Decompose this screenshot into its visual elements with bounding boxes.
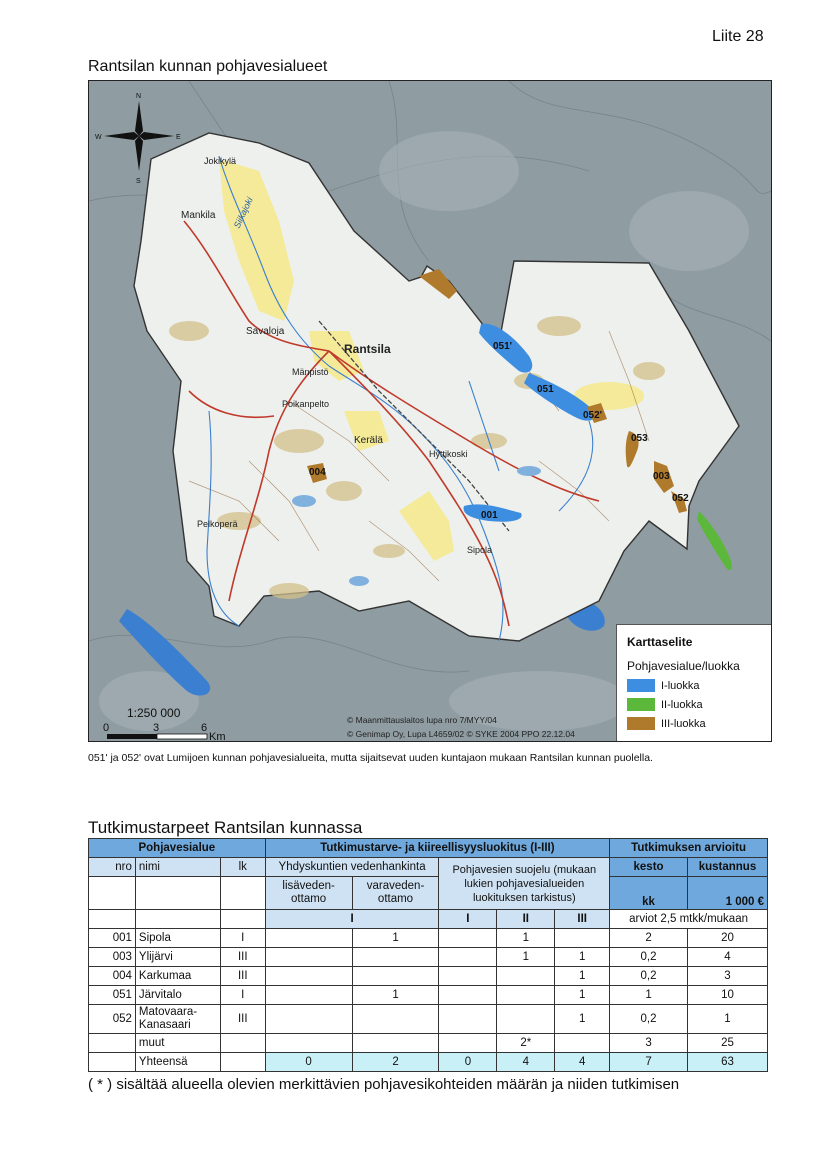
place-hyttikoski: Hyttikoski bbox=[429, 449, 468, 459]
cell-kust: 10 bbox=[687, 986, 767, 1005]
cell-vara bbox=[352, 948, 439, 967]
cell-lisa bbox=[265, 967, 352, 986]
scale-tick-3: 3 bbox=[153, 722, 160, 734]
table-row bbox=[89, 929, 768, 948]
cell-s3: 1 bbox=[555, 1005, 610, 1034]
map-title: Rantsilan kunnan pohjavesialueet bbox=[88, 58, 328, 75]
footnote: ( * ) sisältää alueella olevien merkittävien pohjavesikohteiden määrän ja niiden tutkimisen bbox=[88, 1076, 680, 1093]
header-lisavedenottamo: lisäveden-ottamo bbox=[265, 877, 352, 910]
header-nro: nro bbox=[89, 858, 136, 877]
cell-nro: 052 bbox=[89, 1005, 136, 1034]
cell-kust: 3 bbox=[687, 967, 767, 986]
header-suojelu-III: III bbox=[555, 910, 610, 929]
legend-label-class-2: II-luokka bbox=[661, 698, 703, 711]
cell-lk: I bbox=[220, 986, 265, 1005]
compass-e: E bbox=[176, 134, 181, 141]
cell-lk: III bbox=[220, 967, 265, 986]
place-savaloja: Savaloja bbox=[246, 326, 285, 337]
cell-lk bbox=[220, 1034, 265, 1053]
copyright-line-1: © Maanmittauslaitos lupa nro 7/MYY/04 bbox=[347, 715, 497, 725]
cell-vara bbox=[352, 1034, 439, 1053]
cell-s3: 1 bbox=[555, 948, 610, 967]
map-note: 051' ja 052' ovat Lumijoen kunnan pohjavesialueita, mutta sijaitsevat uuden kuntajaon mukaan Rantsilan kunnan puolella. bbox=[88, 752, 653, 764]
legend-label-class-1: I-luokka bbox=[661, 679, 700, 692]
cell-s2: 2* bbox=[497, 1034, 555, 1053]
total-lisa: 0 bbox=[265, 1053, 352, 1072]
place-jokikyla: Jokikylä bbox=[204, 156, 237, 166]
cell-nimi: Matovaara-Kanasaari bbox=[135, 1005, 220, 1034]
legend-title: Karttaselite bbox=[627, 635, 693, 649]
header-tutkimustarve: Tutkimustarve- ja kiireellisyysluokitus (I-III) bbox=[265, 839, 609, 858]
cell-nimi: Järvitalo bbox=[135, 986, 220, 1005]
area-label-004: 004 bbox=[309, 467, 326, 478]
legend-swatch-green bbox=[627, 698, 655, 711]
place-poikanpelto: Poikanpelto bbox=[282, 399, 330, 409]
cell-lk: III bbox=[220, 1005, 265, 1034]
table-row bbox=[89, 1034, 768, 1053]
copyright-line-2: © Genimap Oy, Lupa L4659/02 © SYKE 2004 PPO 22.12.04 bbox=[347, 729, 575, 739]
header-suojelu: Pohjavesien suojelu (mukaan lukien pohjavesialueiden luokituksen tarkistus) bbox=[439, 858, 610, 910]
cell-kesto: 2 bbox=[610, 929, 688, 948]
table-row bbox=[89, 1005, 768, 1034]
research-needs-table bbox=[88, 838, 768, 1072]
cell-s2 bbox=[497, 1005, 555, 1034]
cell-vara bbox=[352, 1005, 439, 1034]
cell-kesto: 3 bbox=[610, 1034, 688, 1053]
total-kesto: 7 bbox=[610, 1053, 688, 1072]
appendix-label: Liite 28 bbox=[712, 28, 764, 45]
cell-s1 bbox=[439, 986, 497, 1005]
cell-lisa bbox=[265, 1005, 352, 1034]
cell-s2: 1 bbox=[497, 929, 555, 948]
total-vara: 2 bbox=[352, 1053, 439, 1072]
header-kesto: kesto bbox=[610, 858, 688, 877]
area-label-051-prime: 051' bbox=[493, 341, 513, 352]
area-label-052-prime: 052' bbox=[583, 410, 603, 421]
scale-unit: Km bbox=[209, 731, 226, 741]
header-1000-eur: 1 000 € bbox=[687, 877, 767, 910]
cell-s1 bbox=[439, 948, 497, 967]
cell-nro: 003 bbox=[89, 948, 136, 967]
cell-nimi: Ylijärvi bbox=[135, 948, 220, 967]
header-kk: kk bbox=[610, 877, 688, 910]
total-s3: 4 bbox=[555, 1053, 610, 1072]
map-legend bbox=[616, 624, 771, 741]
header-varavedenottamo: varaveden-ottamo bbox=[352, 877, 439, 910]
scale-tick-6: 6 bbox=[201, 722, 208, 734]
header-suojelu-I: I bbox=[439, 910, 497, 929]
cell-lisa bbox=[265, 948, 352, 967]
table-row bbox=[89, 948, 768, 967]
compass-s: S bbox=[136, 178, 141, 185]
cell-nro: 001 bbox=[89, 929, 136, 948]
cell-kesto: 1 bbox=[610, 986, 688, 1005]
place-mankila: Mankila bbox=[181, 210, 216, 221]
cell-kust: 4 bbox=[687, 948, 767, 967]
header-arvioitu: Tutkimuksen arvioitu bbox=[610, 839, 768, 858]
header-nimi: nimi bbox=[135, 858, 220, 877]
cell-vara: 1 bbox=[352, 986, 439, 1005]
legend-subtitle: Pohjavesialue/luokka bbox=[627, 659, 740, 673]
cell-nimi: Sipola bbox=[135, 929, 220, 948]
place-pelkopera: Pelkoperä bbox=[197, 519, 238, 529]
cell-s2: 1 bbox=[497, 948, 555, 967]
total-s1: 0 bbox=[439, 1053, 497, 1072]
total-s2: 4 bbox=[497, 1053, 555, 1072]
total-label: Yhteensä bbox=[135, 1053, 220, 1072]
cell-s1 bbox=[439, 967, 497, 986]
cell-s1 bbox=[439, 929, 497, 948]
groundwater-map[interactable] bbox=[88, 80, 772, 742]
river-siikajoki: Siikajoki bbox=[231, 195, 255, 230]
header-suojelu-II: II bbox=[497, 910, 555, 929]
cell-lisa bbox=[265, 986, 352, 1005]
table-row bbox=[89, 986, 768, 1005]
cell-lk: III bbox=[220, 948, 265, 967]
place-manpisto: Mänpistö bbox=[292, 367, 329, 377]
legend-item-class-2 bbox=[627, 698, 703, 711]
cell-s3 bbox=[555, 929, 610, 948]
cell-nimi: muut bbox=[135, 1034, 220, 1053]
cell-lisa bbox=[265, 929, 352, 948]
cell-vara: 1 bbox=[352, 929, 439, 948]
area-label-051: 051 bbox=[537, 384, 554, 395]
header-kustannus: kustannus bbox=[687, 858, 767, 877]
cell-s3 bbox=[555, 1034, 610, 1053]
cell-nimi: Karkumaa bbox=[135, 967, 220, 986]
cell-kesto: 0,2 bbox=[610, 967, 688, 986]
cell-vara bbox=[352, 967, 439, 986]
place-rantsila: Rantsila bbox=[344, 342, 391, 356]
area-label-052: 052 bbox=[672, 493, 689, 504]
table-row bbox=[89, 967, 768, 986]
compass-w: W bbox=[95, 134, 102, 141]
header-pohjavesialue: Pohjavesialue bbox=[89, 839, 266, 858]
cell-lisa bbox=[265, 1034, 352, 1053]
total-row bbox=[89, 1053, 768, 1072]
header-class-I: I bbox=[265, 910, 439, 929]
header-arviot: arviot 2,5 mtkk/mukaan bbox=[610, 910, 768, 929]
legend-item-class-1 bbox=[627, 679, 700, 692]
table-title: Tutkimustarpeet Rantsilan kunnassa bbox=[88, 818, 363, 837]
cell-s1 bbox=[439, 1005, 497, 1034]
place-kerala: Kerälä bbox=[354, 435, 383, 446]
scale-tick-0: 0 bbox=[103, 722, 110, 734]
cell-lk: I bbox=[220, 929, 265, 948]
cell-kust: 25 bbox=[687, 1034, 767, 1053]
cell-s3: 1 bbox=[555, 986, 610, 1005]
cell-kust: 1 bbox=[687, 1005, 767, 1034]
legend-swatch-brown bbox=[627, 717, 655, 730]
header-lk: lk bbox=[220, 858, 265, 877]
cell-nro: 051 bbox=[89, 986, 136, 1005]
area-label-053: 053 bbox=[631, 433, 648, 444]
area-label-001: 001 bbox=[481, 510, 498, 521]
cell-kust: 20 bbox=[687, 929, 767, 948]
cell-s3: 1 bbox=[555, 967, 610, 986]
total-kustannus: 63 bbox=[687, 1053, 767, 1072]
scale-ratio: 1:250 000 bbox=[127, 706, 181, 720]
header-yhdyskunta: Yhdyskuntien vedenhankinta bbox=[265, 858, 439, 877]
legend-label-class-3: III-luokka bbox=[661, 717, 706, 730]
cell-kesto: 0,2 bbox=[610, 948, 688, 967]
cell-s2 bbox=[497, 967, 555, 986]
cell-nro bbox=[89, 1034, 136, 1053]
area-label-003: 003 bbox=[653, 471, 670, 482]
compass-n: N bbox=[136, 93, 142, 100]
cell-s2 bbox=[497, 986, 555, 1005]
legend-item-class-3 bbox=[627, 717, 706, 730]
legend-swatch-blue bbox=[627, 679, 655, 692]
cell-nro: 004 bbox=[89, 967, 136, 986]
place-sipola: Sipola bbox=[467, 545, 493, 555]
cell-kesto: 0,2 bbox=[610, 1005, 688, 1034]
cell-s1 bbox=[439, 1034, 497, 1053]
